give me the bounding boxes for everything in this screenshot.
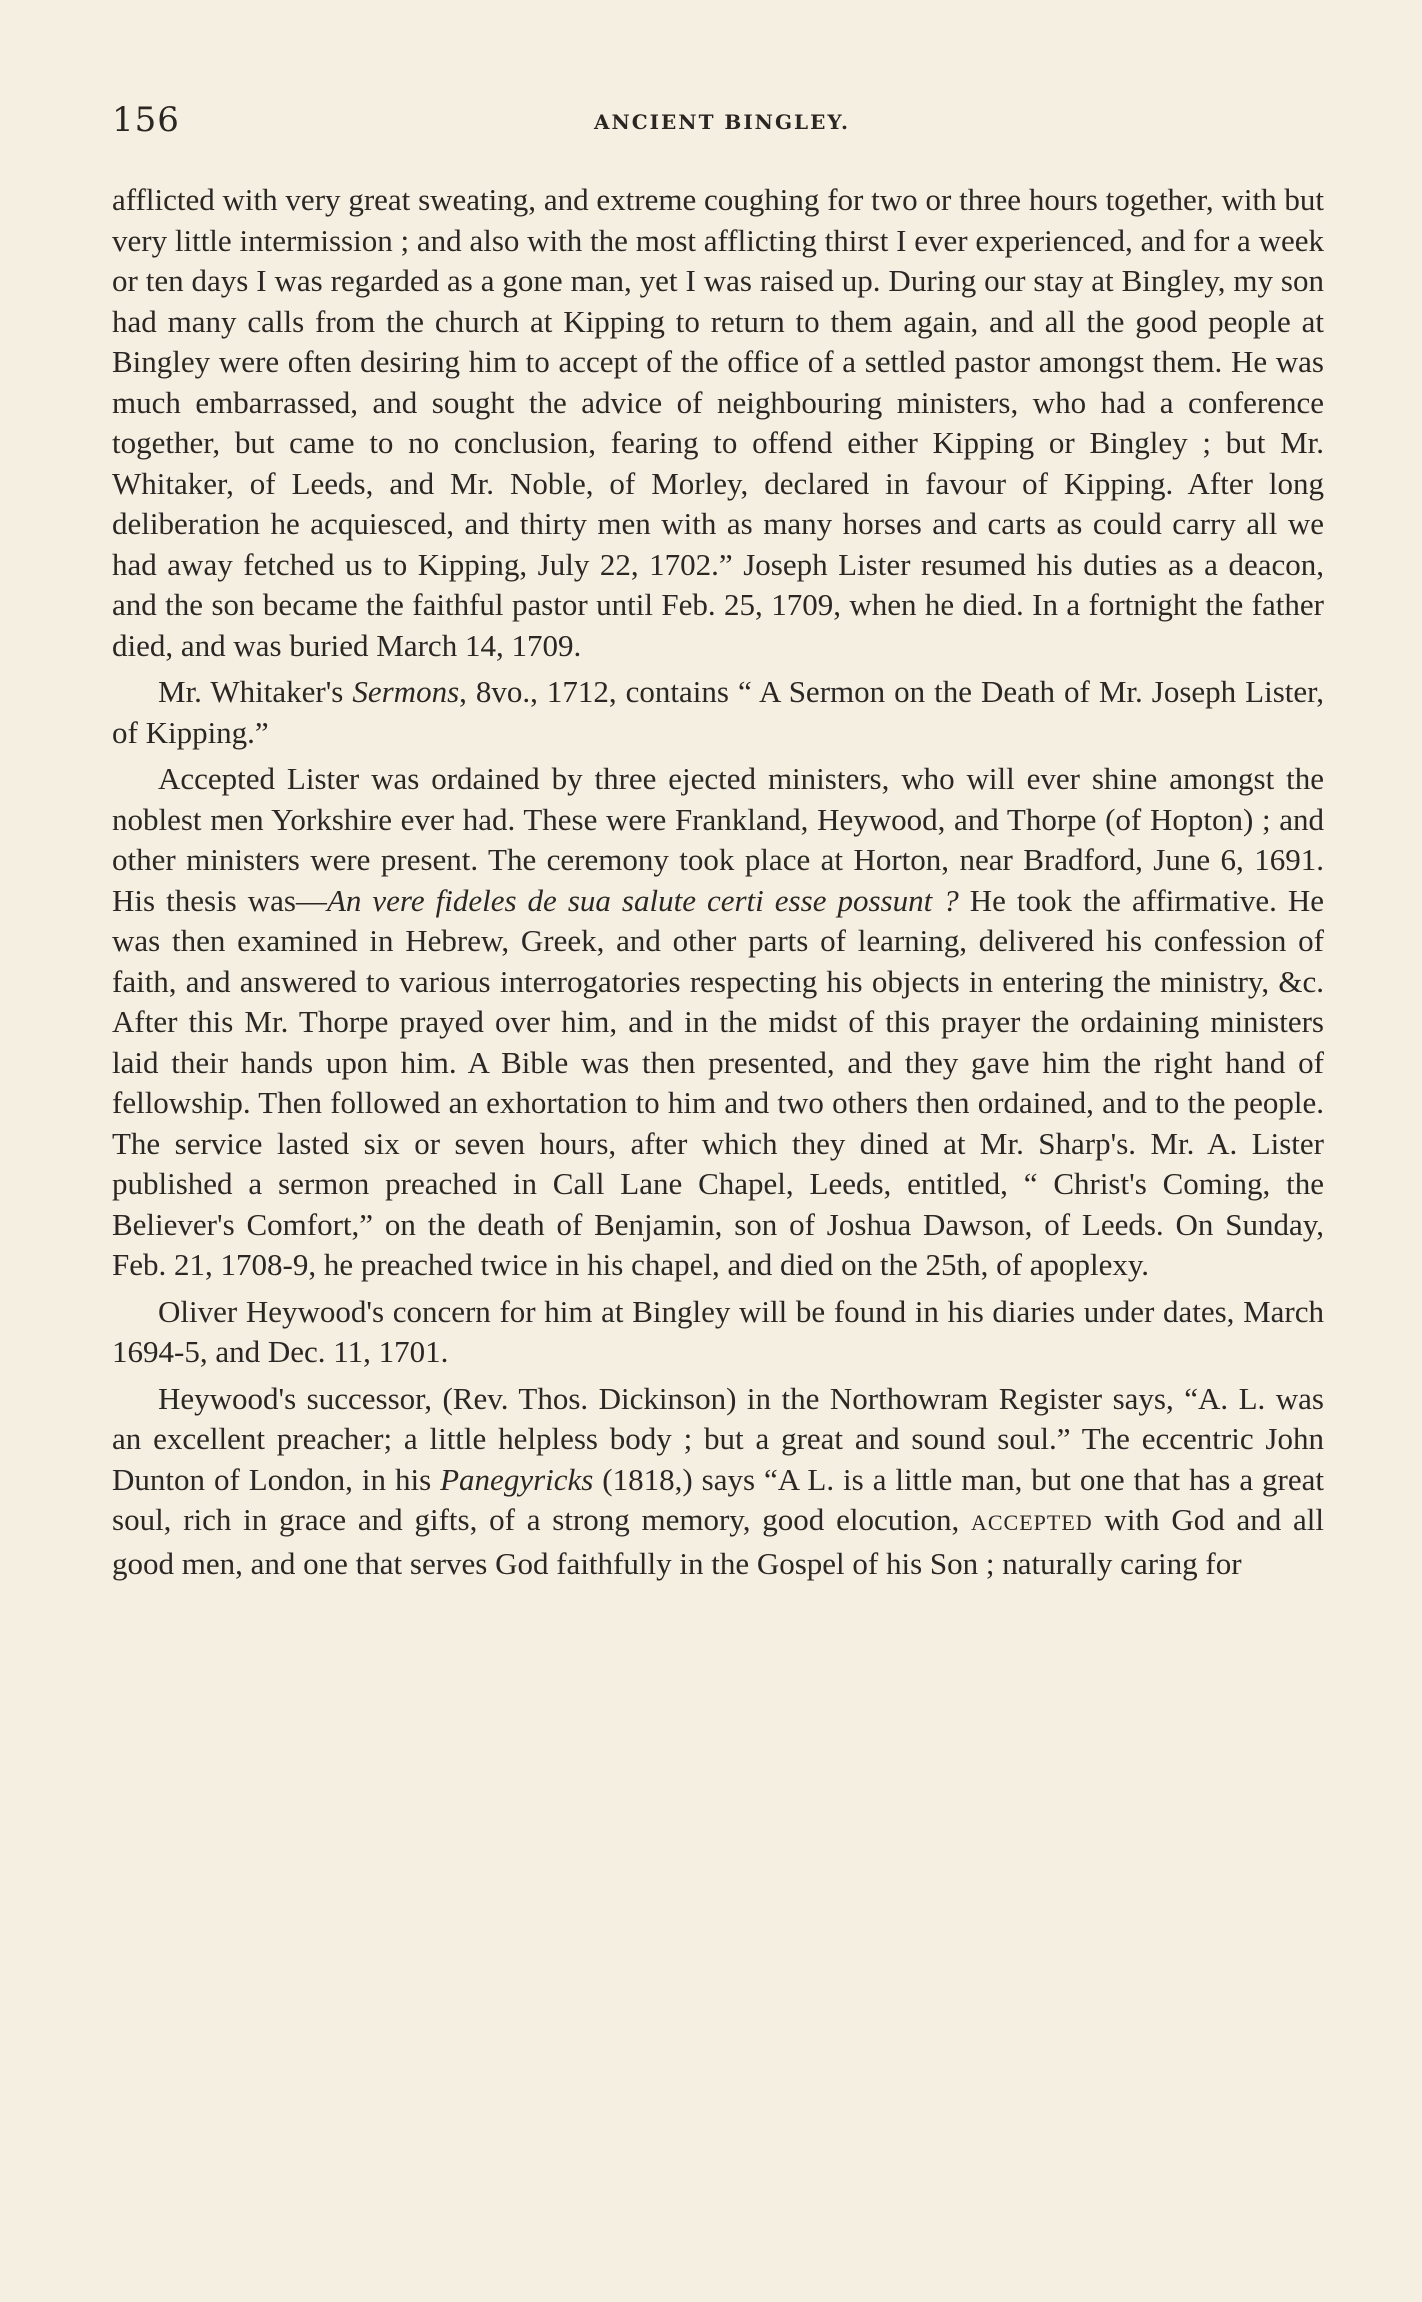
page-number: 156 bbox=[112, 100, 180, 140]
running-head bbox=[112, 100, 1332, 140]
paragraph-2 bbox=[112, 672, 1324, 753]
paragraph-2-text-b: , 8vo., 1712, contains “ A Sermon on the Death of Mr. Joseph Lister, of Kipping.” bbox=[112, 674, 1324, 750]
paragraph-5 bbox=[112, 1379, 1324, 1585]
body-text bbox=[112, 180, 1324, 1590]
latin-thesis: An vere fideles de sua salute certi esse possunt ? bbox=[326, 882, 959, 918]
sermons-title: Sermons bbox=[352, 674, 460, 709]
paragraph-3-text-b: He took the affirmative. He was then examined in Hebrew, Greek, and other parts of learning, delivered his confession of faith, and answered to various interrogatories respecting his objects in entering the ministry, &c. After this Mr. Thorpe prayed over him, and in the midst of this prayer the ordaining ministers laid their hands upon him. A Bible was then presented, and they gave him the right hand of fellowship. Then followed an exhortation to him and two others then ordained, and to the people. The service lasted six or seven hours, after which they dined at Mr. Sharp's. Mr. A. Lister published a sermon preached in Call Lane Chapel, Leeds, entitled, “ Christ's Coming, the Believer's Comfort,” on the death of Benjamin, son of Joshua Dawson, of Leeds. On Sunday, Feb. 21, 1708-9, he preached twice in his chapel, and died on the 25th, of apoplexy. bbox=[112, 882, 1324, 1282]
running-title: ANCIENT BINGLEY. bbox=[593, 110, 851, 134]
paragraph-1-text: afflicted with very great sweating, and extreme coughing for two or three hours together, with but very little intermission ; and also with the most afflicting thirst I ever experienced, and for a week or ten days I was regarded as a gone man, yet I was raised up. During our stay at Bingley, my son had many calls from the church at Kipping to return to them again, and all the good people at Bingley were often desiring him to accept of the office of a settled pastor amongst them. He was much embarrassed, and sought the advice of neighbouring ministers, who had a conference together, but came to no conclusion, fearing to offend either Kipping or Bingley ; but Mr. Whitaker, of Leeds, and Mr. Noble, of Morley, declared in favour of Kipping. After long deliberation he acquiesced, and thirty men with as many horses and carts as could carry all we had away fetched us to Kipping, July 22, 1702.” Joseph Lister resumed his duties as a deacon, and the son became the faithful pastor until Feb. 25, 1709, when he died. In a fortnight the father died, and was buried March 14, 1709. bbox=[112, 182, 1324, 663]
paragraph-3-text-a: Accepted Lister was ordained by three ejected ministers, who will ever shine amongst the noblest men Yorkshire ever had. These were Frankland, Heywood, and Thorpe (of Hopton) ; and other ministers were present. The ceremony took place at Horton, near Bradford, June 6, 1691. His thesis was— bbox=[112, 761, 1324, 918]
paragraph-3 bbox=[112, 759, 1324, 1286]
paragraph-5-text-c: with God and all good men, and one that serves God faithfully in the Gospel of his Son ; naturally caring for bbox=[112, 1502, 1324, 1581]
paragraph-4-text: Oliver Heywood's concern for him at Bingley will be found in his diaries under dates, March 1694-5, and Dec. 11, 1701. bbox=[112, 1293, 1324, 1369]
paragraph-1 bbox=[112, 180, 1324, 666]
panegyricks-title: Panegyricks bbox=[440, 1461, 594, 1497]
accepted-small-caps: ACCEPTED bbox=[970, 1510, 1093, 1535]
paragraph-5-text-a: Heywood's successor, (Rev. Thos. Dickinson) in the Northowram Register says, “A. L. was an excellent preacher; a little helpless body ; but a great and sound soul.” The eccentric John Dunton of London, in his bbox=[112, 1380, 1324, 1497]
paragraph-5-text-b: (1818,) says “A L. is a little man, but one that has a great soul, rich in grace and gifts, of a strong memory, good elocution, bbox=[112, 1461, 1324, 1537]
paragraph-4 bbox=[112, 1292, 1324, 1373]
paragraph-2-text-a: Mr. Whitaker's bbox=[158, 674, 353, 709]
